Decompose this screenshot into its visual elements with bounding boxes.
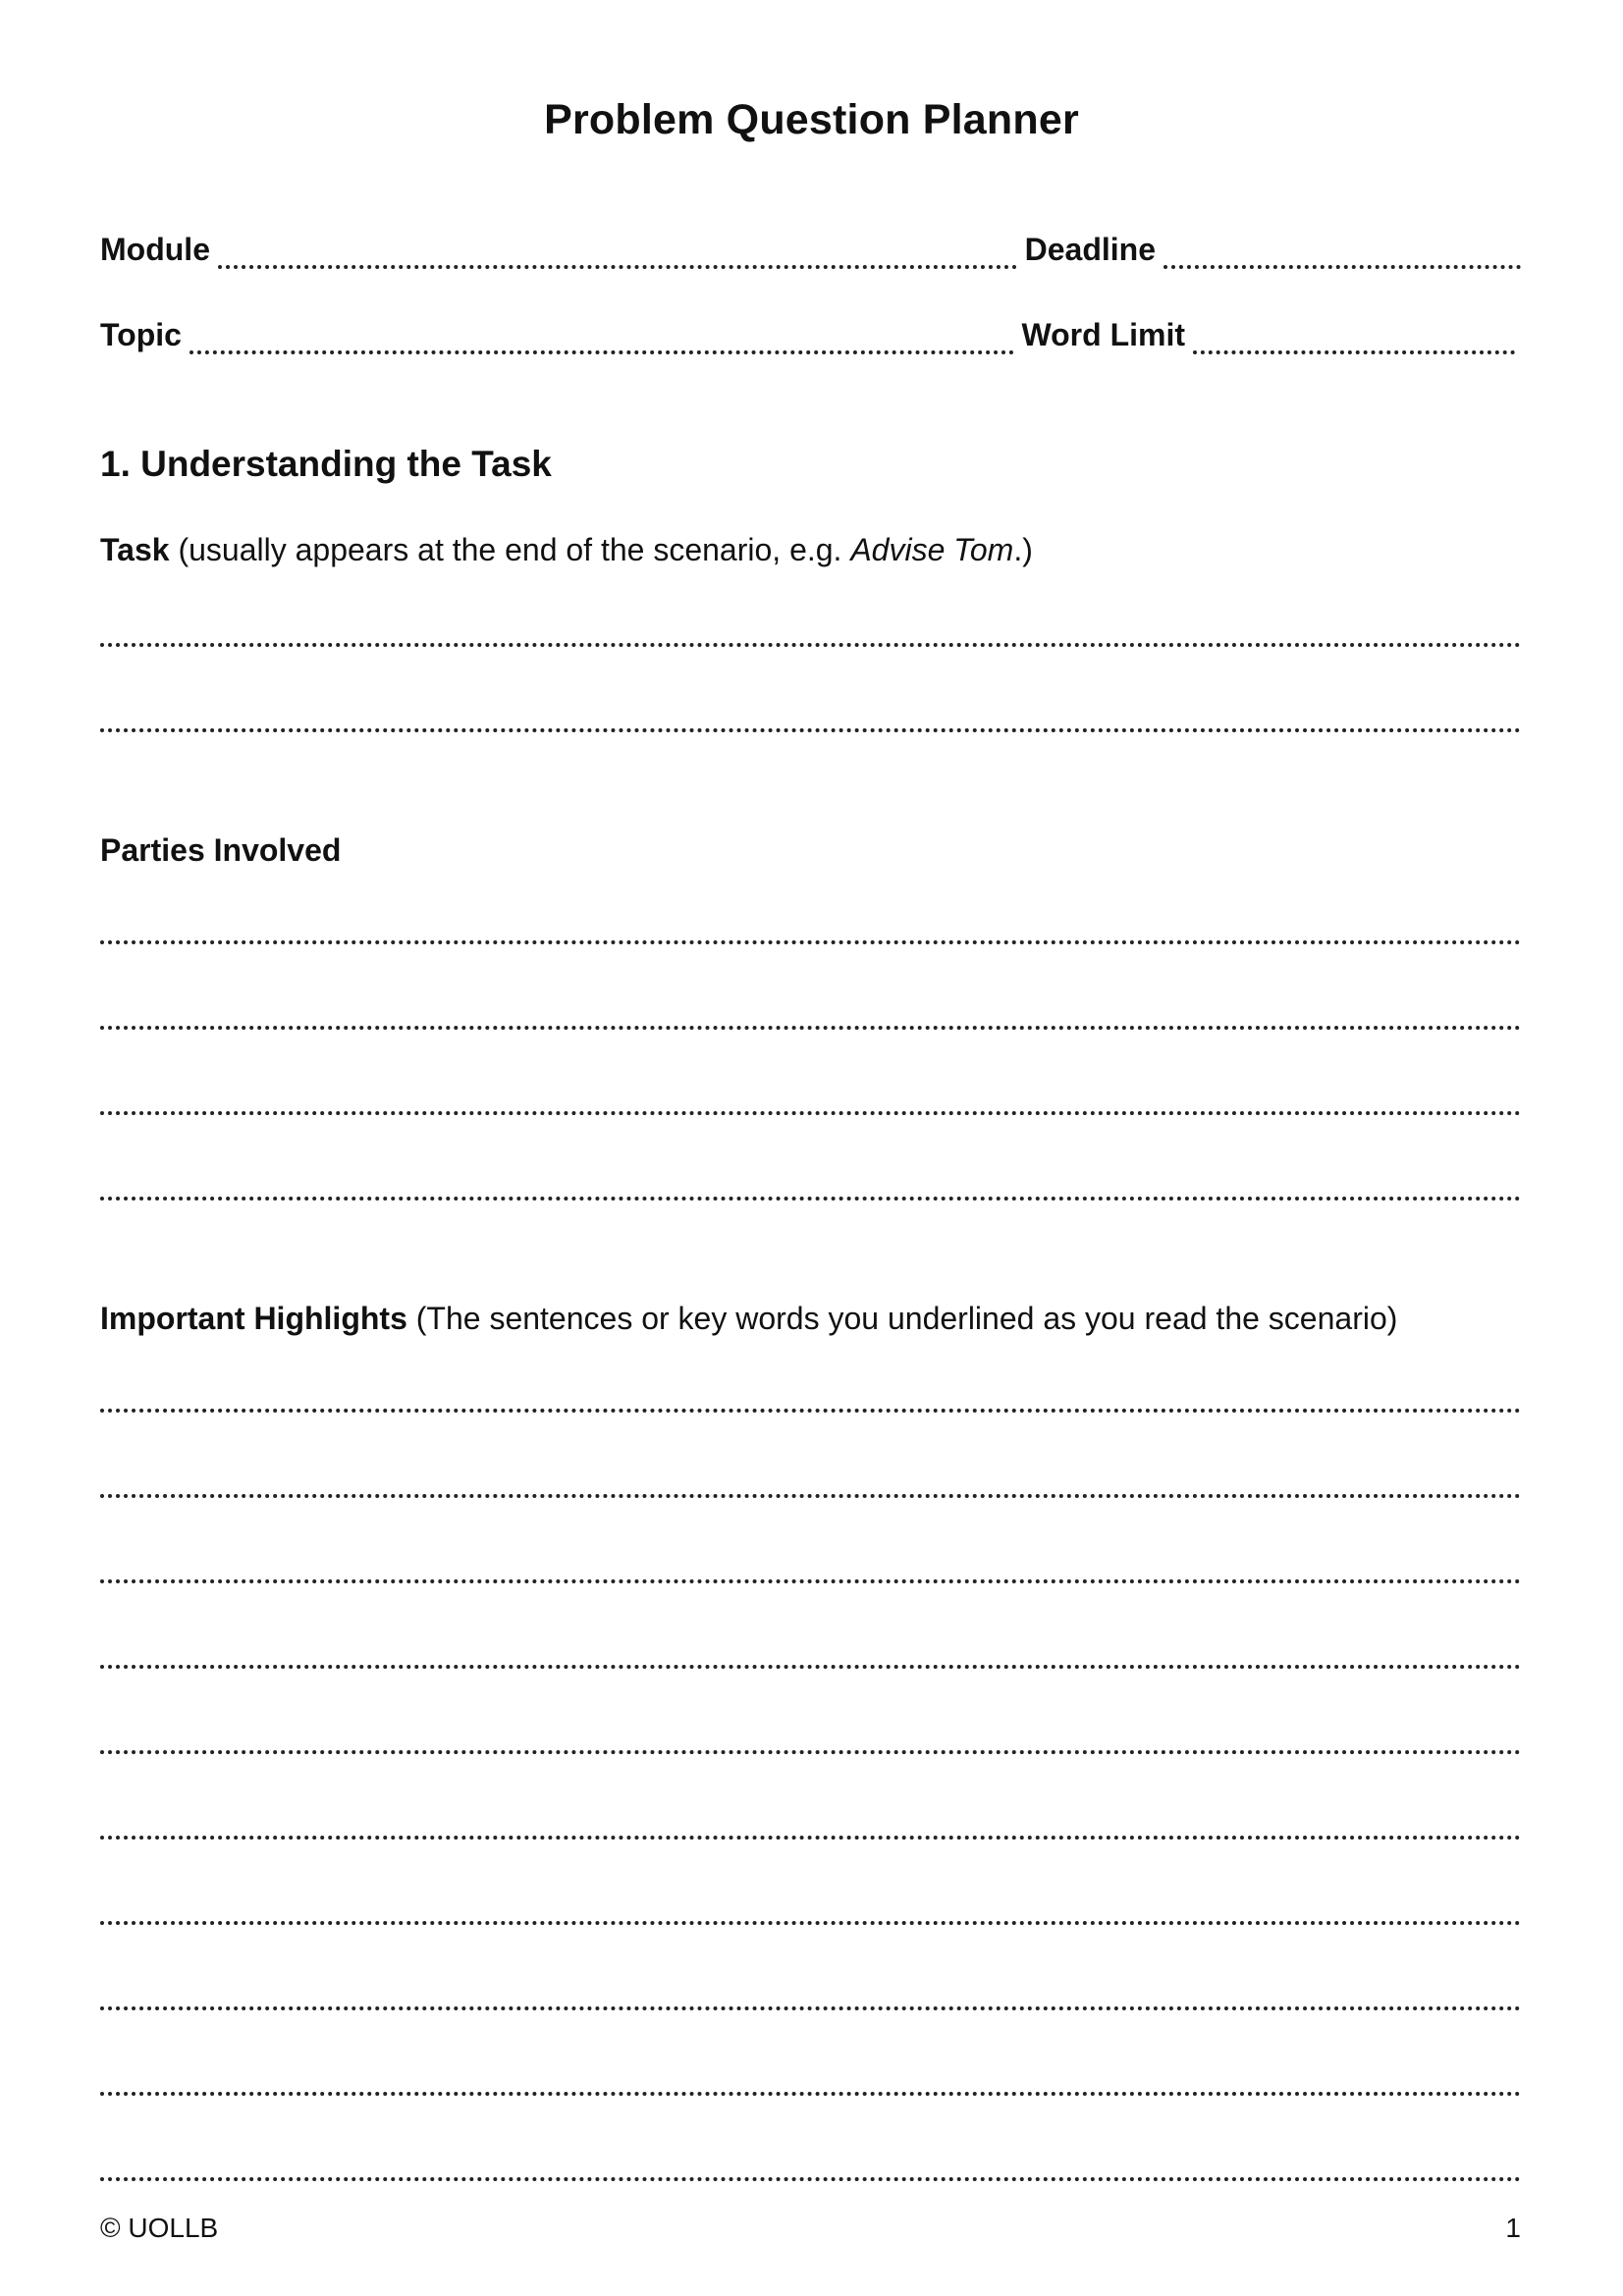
highlights-answer-line[interactable] (100, 1409, 1521, 1413)
task-answer-line[interactable] (100, 728, 1521, 732)
task-answer-line[interactable] (100, 643, 1521, 647)
highlights-prompt (100, 1301, 1397, 1337)
deadline-label: Deadline (1024, 232, 1156, 267)
word-limit-field[interactable] (1193, 350, 1515, 354)
task-hint-prefix: (usually appears at the end of the scenario, e.g. (169, 532, 851, 567)
module-label: Module (100, 232, 210, 267)
topic-field[interactable] (189, 350, 1014, 354)
task-hint-suffix: .) (1013, 532, 1033, 567)
parties-answer-line[interactable] (100, 1026, 1521, 1030)
highlights-answer-line[interactable] (100, 2006, 1521, 2010)
module-deadline-row (100, 232, 1521, 275)
highlights-answer-line[interactable] (100, 1836, 1521, 1840)
section-heading: 1. Understanding the Task (100, 444, 552, 484)
highlights-hint: (The sentences or key words you underlined as you read the scenario) (406, 1301, 1398, 1336)
copyright-footer: © UOLLB (100, 2213, 219, 2243)
topic-wordlimit-row (100, 317, 1521, 360)
word-limit-label: Word Limit (1021, 317, 1185, 352)
page-number: 1 (1505, 2213, 1521, 2243)
topic-label: Topic (100, 317, 182, 352)
parties-answer-line[interactable] (100, 1111, 1521, 1115)
parties-label: Parties Involved (100, 832, 342, 868)
parties-answer-line[interactable] (100, 940, 1521, 944)
deadline-field[interactable] (1163, 265, 1521, 269)
highlights-answer-line[interactable] (100, 1579, 1521, 1583)
parties-prompt (100, 832, 341, 869)
highlights-answer-line[interactable] (100, 1921, 1521, 1925)
parties-answer-line[interactable] (100, 1197, 1521, 1201)
task-hint-example: Advise Tom (850, 532, 1014, 567)
highlights-answer-line[interactable] (100, 2177, 1521, 2181)
highlights-answer-line[interactable] (100, 2092, 1521, 2096)
task-prompt (100, 532, 1033, 568)
task-label: Task (100, 532, 170, 567)
highlights-label: Important Highlights (100, 1301, 407, 1336)
highlights-answer-line[interactable] (100, 1494, 1521, 1498)
page-title: Problem Question Planner (544, 96, 1079, 143)
module-field[interactable] (218, 265, 1017, 269)
highlights-answer-line[interactable] (100, 1750, 1521, 1754)
highlights-answer-line[interactable] (100, 1665, 1521, 1669)
